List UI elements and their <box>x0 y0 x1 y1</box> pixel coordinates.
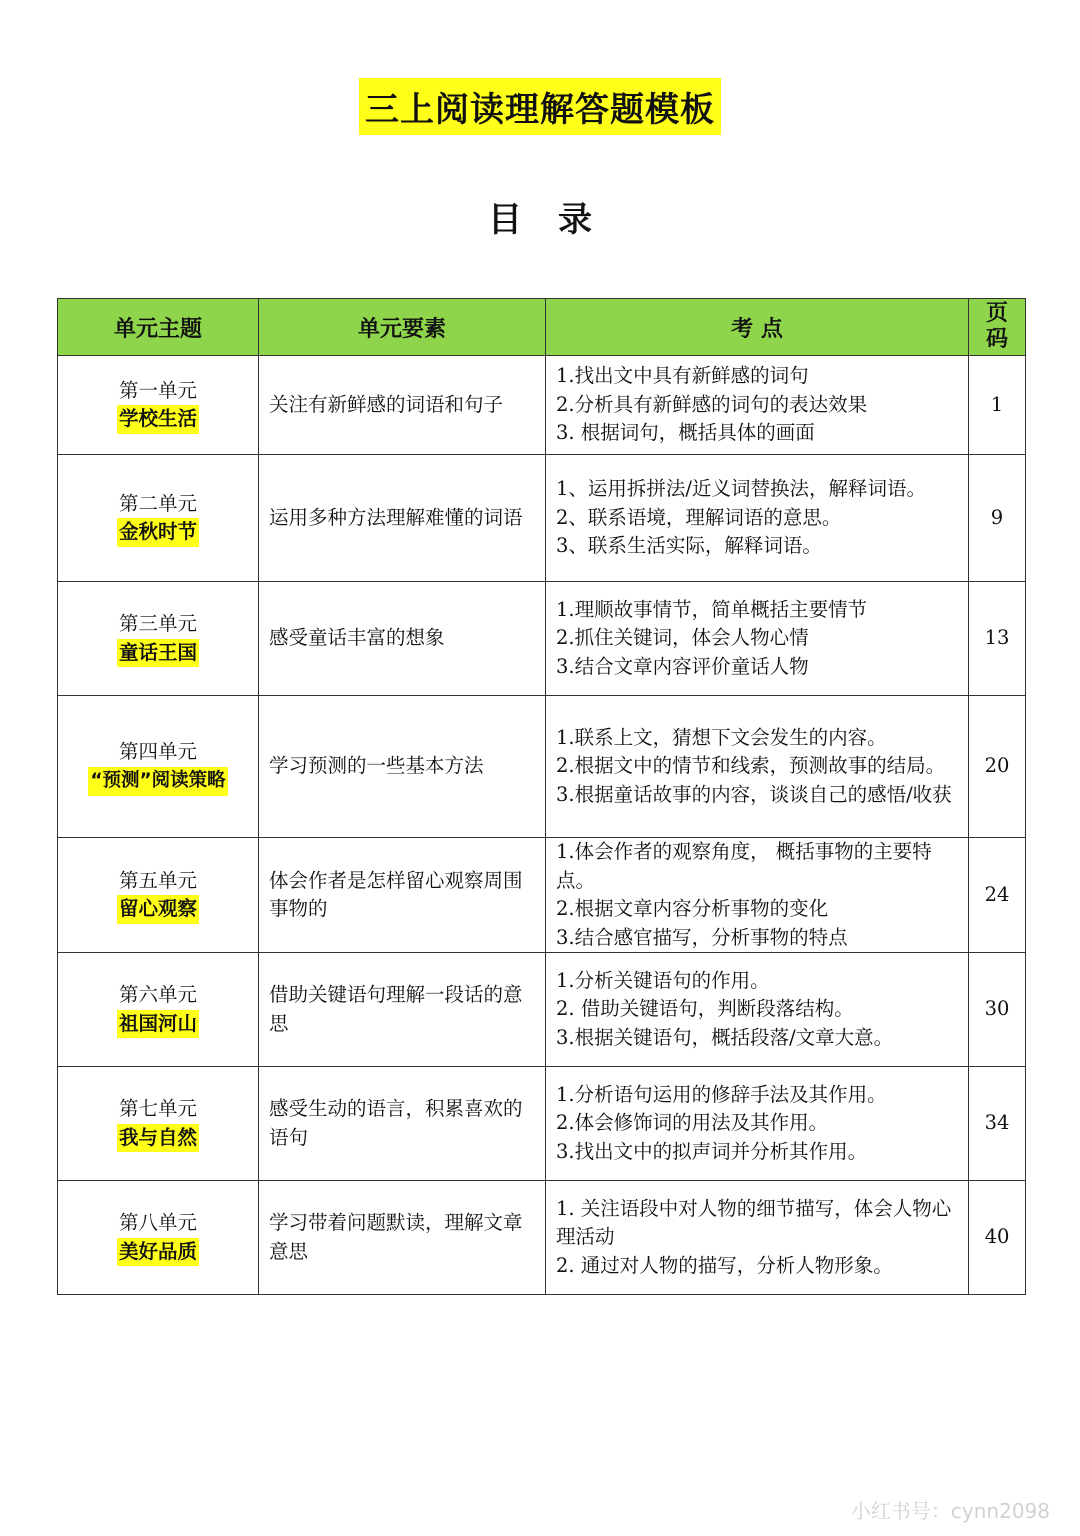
point-item: 2.根据文章内容分析事物的变化 <box>556 897 829 920</box>
element-cell: 关注有新鲜感的词语和句子 <box>259 356 546 455</box>
table-header-row <box>58 299 1026 356</box>
page-number: 30 <box>969 953 1026 1067</box>
point-item: 3.根据童话故事的内容，谈谈自己的感悟/收获 <box>556 782 952 806</box>
point-item: 3.根据关键语句，概括段落/文章大意。 <box>556 1025 894 1049</box>
unit-label: 第五单元 <box>118 868 197 892</box>
table-row <box>58 696 1026 838</box>
unit-cell <box>58 455 259 582</box>
page-number: 13 <box>969 582 1026 696</box>
point-item: 2、联系语境，理解词语的意思。 <box>556 505 842 529</box>
point-item: 1. 关注语段中对人物的细节描写，体会人物心理活动 <box>556 1196 952 1249</box>
table-row <box>58 1181 1026 1295</box>
point-item: 3.结合文章内容评价童话人物 <box>556 654 809 678</box>
points-cell <box>546 356 969 455</box>
page-number: 20 <box>969 696 1026 838</box>
point-item: 1.分析语句运用的修辞手法及其作用。 <box>556 1082 887 1106</box>
document-title: 三上阅读理解答题模板 <box>359 78 721 135</box>
unit-theme: 我与自然 <box>117 1124 199 1153</box>
table-row <box>58 582 1026 696</box>
unit-cell <box>58 696 259 838</box>
unit-cell <box>58 356 259 455</box>
table-row <box>58 1067 1026 1181</box>
point-item: 2.分析具有新鲜感的词句的表达效果 <box>556 392 868 416</box>
unit-cell <box>58 582 259 696</box>
toc-table <box>57 298 1026 1295</box>
unit-cell <box>58 1181 259 1295</box>
points-cell <box>546 455 969 582</box>
point-item: 1.分析关键语句的作用。 <box>556 968 770 992</box>
page-number: 9 <box>969 455 1026 582</box>
points-cell <box>546 1067 969 1181</box>
point-item: 3.结合感官描写，分析事物的特点 <box>556 925 848 949</box>
unit-label: 第六单元 <box>118 983 197 1006</box>
element-cell: 借助关键语句理解一段话的意思 <box>259 953 546 1067</box>
element-cell: 感受童话丰富的想象 <box>259 582 546 696</box>
point-item: 1、运用拆拼法/近义词替换法，解释词语。 <box>556 477 926 501</box>
point-item: 1.体会作者的观察角度， 概括事物的主要特点。 <box>556 840 932 892</box>
table-row <box>58 356 1026 455</box>
page-number: 40 <box>969 1181 1026 1295</box>
element-cell: 体会作者是怎样留心观察周围事物的 <box>259 838 546 953</box>
unit-label: 第四单元 <box>118 739 197 763</box>
point-item: 1.理顺故事情节，简单概括主要情节 <box>556 597 868 621</box>
header-unit: 单元主题 <box>58 299 259 356</box>
point-item: 2. 借助关键语句，判断段落结构。 <box>556 997 854 1021</box>
unit-theme: 金秋时节 <box>117 518 199 547</box>
unit-theme: 留心观察 <box>117 895 199 924</box>
point-item: 2.根据文中的情节和线索，预测故事的结局。 <box>556 754 946 778</box>
unit-label: 第一单元 <box>118 378 197 402</box>
toc-heading: 目录 <box>488 200 628 240</box>
points-cell <box>546 953 969 1067</box>
unit-label: 第三单元 <box>118 612 197 635</box>
unit-cell <box>58 1067 259 1181</box>
page-number: 24 <box>969 838 1026 953</box>
point-item: 3. 根据词句，概括具体的画面 <box>556 421 815 445</box>
points-cell <box>546 838 969 953</box>
table-row <box>58 838 1026 953</box>
element-cell: 学习预测的一些基本方法 <box>259 696 546 838</box>
header-element: 单元要素 <box>259 299 546 356</box>
point-item: 1.联系上文，猜想下文会发生的内容。 <box>556 725 887 749</box>
title-area <box>0 78 1080 135</box>
point-item: 3.找出文中的拟声词并分析其作用。 <box>556 1139 868 1163</box>
header-page-text: 页码 <box>986 301 1009 352</box>
points-cell <box>546 1181 969 1295</box>
unit-theme: 祖国河山 <box>117 1010 199 1039</box>
header-points: 考 点 <box>546 299 969 356</box>
watermark-text: 小红书号：cynn2098 <box>850 1499 1050 1523</box>
unit-cell <box>58 838 259 953</box>
page-number: 1 <box>969 356 1026 455</box>
element-cell: 运用多种方法理解难懂的词语 <box>259 455 546 582</box>
unit-cell <box>58 953 259 1067</box>
unit-theme: 学校生活 <box>117 405 199 434</box>
point-item: 2.体会修饰词的用法及其作用。 <box>556 1111 829 1135</box>
points-cell <box>546 696 969 838</box>
element-cell: 感受生动的语言，积累喜欢的语句 <box>259 1067 546 1181</box>
unit-label: 第八单元 <box>118 1211 197 1234</box>
header-page <box>969 299 1026 356</box>
unit-theme: “预测”阅读策略 <box>88 767 227 796</box>
table-row <box>58 455 1026 582</box>
unit-theme: 童话王国 <box>117 639 199 668</box>
point-item: 2.抓住关键词，体会人物心情 <box>556 626 809 650</box>
points-cell <box>546 582 969 696</box>
table-row <box>58 953 1026 1067</box>
element-cell: 学习带着问题默读，理解文章意思 <box>259 1181 546 1295</box>
unit-label: 第七单元 <box>118 1097 197 1120</box>
unit-label: 第二单元 <box>118 491 197 515</box>
point-item: 3、联系生活实际，解释词语。 <box>556 534 822 558</box>
point-item: 1.找出文中具有新鲜感的词句 <box>556 364 809 388</box>
point-item: 2. 通过对人物的描写，分析人物形象。 <box>556 1253 893 1277</box>
page-number: 34 <box>969 1067 1026 1181</box>
unit-theme: 美好品质 <box>117 1238 199 1267</box>
